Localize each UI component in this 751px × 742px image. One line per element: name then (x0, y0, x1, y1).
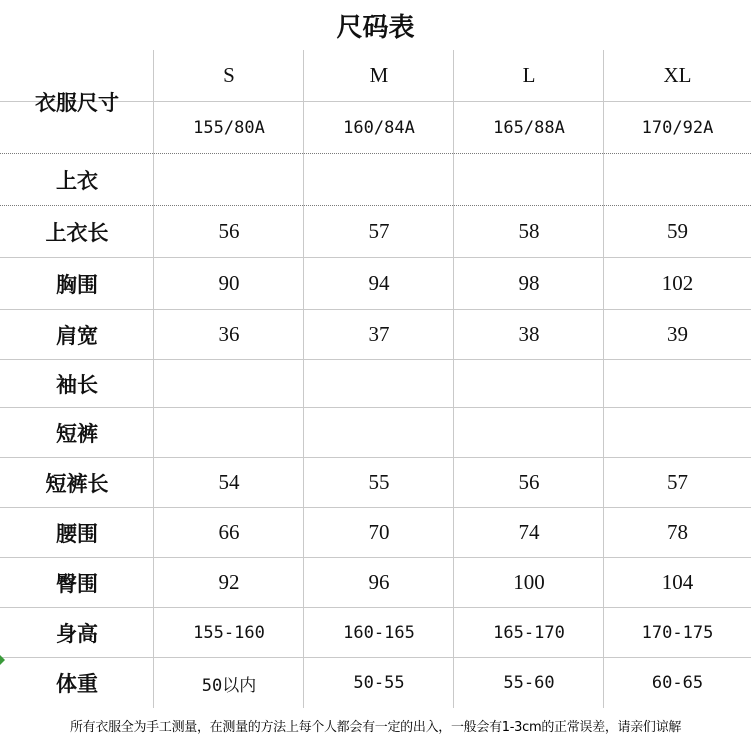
row-label: 臀围 (56, 571, 98, 596)
divider (603, 50, 604, 154)
row-label: 短裤 (56, 421, 98, 446)
table-cell: 90 (218, 271, 240, 295)
table-cell (604, 360, 751, 407)
table-cell (304, 360, 454, 407)
table-cell: 155-160 (193, 622, 265, 643)
table-cell (304, 154, 454, 205)
spec-header-row (0, 50, 751, 154)
table-cell: 160-165 (343, 622, 415, 643)
table-cell: 98 (518, 271, 540, 295)
row-label: 上衣 (56, 168, 98, 193)
spec-m: 160/84A (343, 118, 415, 138)
table-cell: 58 (518, 219, 540, 243)
table-cell: 170-175 (641, 622, 714, 643)
table-row (0, 408, 751, 458)
row-label-header: 衣服尺寸 (35, 90, 119, 115)
table-cell: 55 (368, 470, 390, 494)
row-label: 胸围 (56, 272, 98, 297)
table-cell: 50-55 (353, 673, 405, 693)
table-cell (154, 154, 304, 205)
table-cell: 37 (368, 322, 390, 346)
table-cell: 94 (368, 271, 390, 295)
table-cell: 102 (661, 271, 694, 295)
row-label: 体重 (56, 672, 98, 696)
table-cell (604, 408, 751, 457)
table-cell: 66 (218, 520, 240, 544)
table-cell (304, 408, 454, 457)
table-cell: 96 (368, 570, 390, 594)
table-cell: 100 (513, 570, 545, 594)
table-row (0, 608, 751, 658)
divider (303, 154, 304, 708)
divider (303, 50, 304, 154)
table-cell (154, 360, 304, 407)
page-title: 尺码表 (336, 12, 415, 43)
table-cell: 56 (518, 470, 540, 494)
table-row (0, 458, 751, 508)
spec-s: 155/80A (193, 118, 265, 138)
table-row (0, 206, 751, 258)
table-cell: 165-170 (493, 622, 565, 643)
size-s: S (223, 63, 235, 87)
table-cell: 70 (368, 520, 390, 544)
table-cell (154, 408, 304, 457)
size-m: M (369, 63, 389, 87)
table-row (0, 258, 751, 310)
table-row (0, 154, 751, 206)
footnote: 所有衣服全为手工测量，在测量的方法上每个人都会有一定的出入，一般会有1-3cm的正常误差，请亲们谅解 (69, 719, 682, 735)
table-cell (454, 408, 604, 457)
divider (153, 154, 154, 708)
table-row (0, 558, 751, 608)
table-cell (454, 360, 604, 407)
row-label: 袖长 (56, 372, 98, 397)
table-cell: 104 (661, 570, 694, 594)
table-row (0, 360, 751, 408)
row-label: 上衣长 (45, 220, 109, 245)
table-row (0, 658, 751, 708)
table-cell: 60-65 (651, 673, 704, 693)
table-cell (604, 154, 751, 205)
row-label: 短裤长 (45, 471, 109, 496)
table-cell: 39 (667, 322, 688, 346)
table-row (0, 508, 751, 558)
table-cell: 74 (518, 520, 540, 544)
row-label: 腰围 (56, 521, 98, 546)
green-marker-icon (0, 655, 5, 665)
table-cell: 78 (667, 520, 688, 544)
table-cell: 38 (518, 322, 540, 346)
row-label: 肩宽 (56, 323, 98, 348)
table-cell: 54 (218, 470, 240, 494)
table-cell: 50以内 (201, 675, 257, 696)
table-cell: 55-60 (503, 673, 555, 693)
divider (153, 50, 154, 154)
size-xl: XL (663, 63, 692, 87)
table-cell: 59 (667, 219, 688, 243)
size-l: L (522, 63, 536, 87)
table-cell: 56 (218, 219, 240, 243)
divider (453, 50, 454, 154)
divider (603, 154, 604, 708)
table-cell: 36 (218, 322, 240, 346)
table-cell: 92 (218, 570, 240, 594)
table-row (0, 310, 751, 360)
table-cell: 57 (368, 219, 390, 243)
divider (453, 154, 454, 708)
row-label: 身高 (56, 621, 98, 646)
table-cell (454, 154, 604, 205)
spec-xl: 170/92A (641, 118, 714, 138)
spec-l: 165/88A (493, 118, 565, 138)
table-cell: 57 (667, 470, 688, 494)
